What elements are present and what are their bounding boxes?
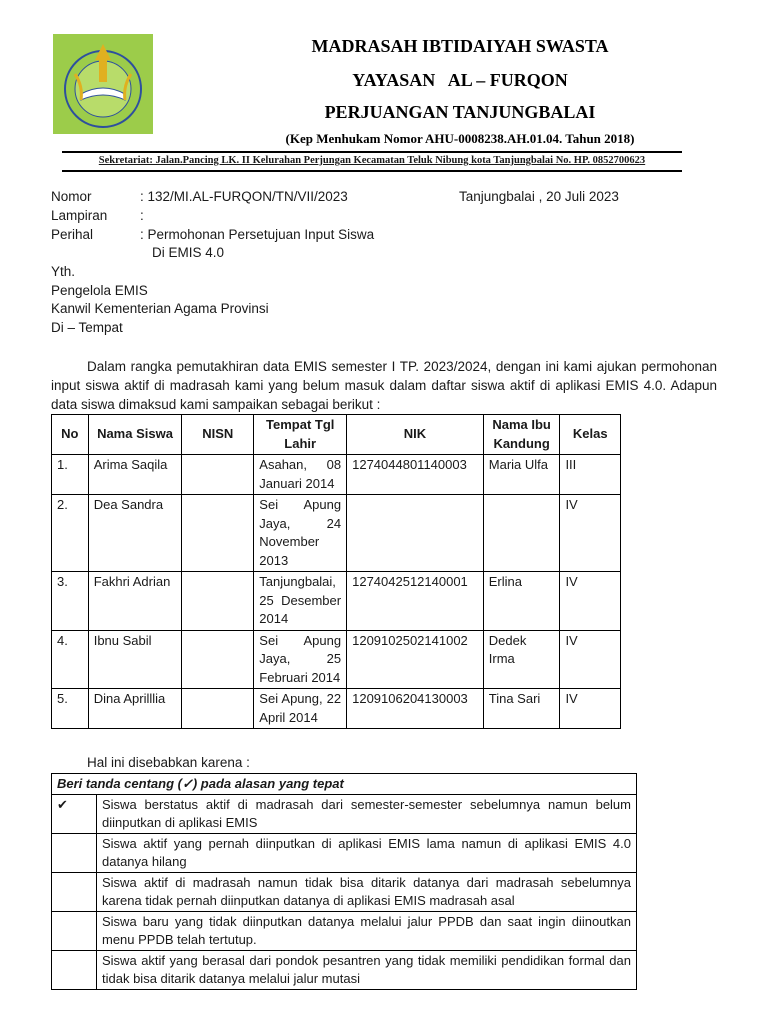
checkbox-cell[interactable] [52,912,97,951]
reason-row [52,873,637,912]
letterhead-divider-top [62,151,682,153]
student-table [51,414,621,729]
recipient-place: Di – Tempat [51,320,123,335]
cell-nik: 1209102502141002 [347,630,484,689]
column-header-nik: NIK [347,415,484,455]
cell-no: 5. [52,689,89,729]
cell-mother [483,495,560,572]
school-emblem-icon [53,34,153,134]
cell-class: IV [560,495,621,572]
cell-no: 4. [52,630,89,689]
cell-nisn [182,455,254,495]
reason-text: Siswa aktif yang pernah diinputkan di aplikasi EMIS lama namun di aplikasi EMIS 4.0 datanya hilang [97,834,637,873]
cell-nisn [182,495,254,572]
cell-nik: 1274044801140003 [347,455,484,495]
cell-no: 1. [52,455,89,495]
cell-nik [347,495,484,572]
table-row [52,572,621,631]
cell-mother: Maria Ulfa [483,455,560,495]
cell-mother: Erlina [483,572,560,631]
nomor-value: : 132/MI.AL-FURQON/TN/VII/2023 [140,189,348,204]
nomor-label: Nomor [51,189,92,204]
checkbox-cell[interactable]: ✔ [52,795,97,834]
cell-birth: Sei Apung, 22 April 2014 [254,689,347,729]
lampiran-value: : [140,208,144,223]
reason-instruction: Beri tanda centang (✓) pada alasan yang tepat [52,774,637,795]
cell-name: Arima Saqila [88,455,182,495]
letterhead-secretariat: Sekretariat: Jalan.Pancing LK. II Kelurahan Perjungan Kecamatan Teluk Nibung kota Tanjungbalai No. HP. 0852700623 [98,155,646,166]
cell-name: Ibnu Sabil [88,630,182,689]
student-table-header [52,415,621,455]
column-header-name: Nama Siswa [88,415,182,455]
letterhead-foundation: YAYASAN AL – FURQON [352,70,568,90]
reason-table-header [52,774,637,795]
cell-mother: Dedek Irma [483,630,560,689]
table-row [52,455,621,495]
checkbox-cell[interactable] [52,834,97,873]
cell-nik: 1209106204130003 [347,689,484,729]
cell-class: III [560,455,621,495]
letterhead-school-type: MADRASAH IBTIDAIYAH SWASTA [311,36,609,56]
cell-name: Dina Aprilllia [88,689,182,729]
cell-name: Fakhri Adrian [88,572,182,631]
column-header-nisn: NISN [182,415,254,455]
cell-class: IV [560,572,621,631]
cell-birth: Asahan, 08 Januari 2014 [254,455,347,495]
cell-nisn [182,689,254,729]
cell-nisn [182,630,254,689]
school-logo [53,34,153,134]
cell-mother: Tina Sari [483,689,560,729]
table-row [52,689,621,729]
column-header-mother: Nama Ibu Kandung [483,415,560,455]
cell-class: IV [560,689,621,729]
lampiran-label: Lampiran [51,208,108,223]
body-paragraph: Dalam rangka pemutakhiran data EMIS semester I TP. 2023/2024, dengan ini kami ajukan permohonan input siswa aktif di madrasah kami yang belum masuk dalam daftar siswa aktif di aplikasi EMIS 4.0. Adapun data siswa dimaksud kami sampaikan sebagai berikut : [51,359,717,412]
cell-birth: Tanjungbalai, 25 Desember 2014 [254,572,347,631]
cell-name: Dea Sandra [88,495,182,572]
perihal-value-line2: Di EMIS 4.0 [152,245,225,260]
perihal-value-line1: : Permohonan Persetujuan Input Siswa [140,227,375,242]
column-header-class: Kelas [560,415,621,455]
checkbox-cell[interactable] [52,873,97,912]
reason-row [52,951,637,990]
reason-table [51,773,637,990]
reason-row [52,795,637,834]
letter-date: Tanjungbalai , 20 Juli 2023 [459,189,619,204]
table-row [52,495,621,572]
table-row [52,630,621,689]
recipient-name: Pengelola EMIS [51,283,148,298]
column-header-birth: Tempat Tgl Lahir [254,415,347,455]
reason-text: Siswa berstatus aktif di madrasah dari semester-semester sebelumnya namun belum diinputkan di aplikasi EMIS [97,795,637,834]
column-header-no: No [52,415,89,455]
recipient-office: Kanwil Kementerian Agama Provinsi [51,301,269,316]
checkbox-cell[interactable] [52,951,97,990]
cell-nisn [182,572,254,631]
reason-text: Siswa aktif yang berasal dari pondok pesantren yang tidak memiliki pendidikan formal dan tidak bisa ditarik datanya melalui jalur mutasi [97,951,637,990]
recipient-salutation: Yth. [51,264,76,279]
reason-row [52,912,637,951]
reason-text: Siswa aktif di madrasah namun tidak bisa ditarik datanya dari madrasah sebelumnya karena tidak pernah diinputkan datanya di aplikasi EMIS madrasah asal [97,873,637,912]
cell-class: IV [560,630,621,689]
cell-no: 2. [52,495,89,572]
cell-birth: Sei Apung Jaya, 25 Februari 2014 [254,630,347,689]
letterhead-decree: (Kep Menhukam Nomor AHU-0008238.AH.01.04. Tahun 2018) [285,131,635,146]
letterhead-divider-bottom [62,170,682,172]
reason-text: Siswa baru yang tidak diinputkan datanya melalui jalur PPDB dan saat ingin diinoutkan menu PPDB telah tertutup. [97,912,637,951]
reason-row [52,834,637,873]
cell-birth: Sei Apung Jaya, 24 November 2013 [254,495,347,572]
cell-no: 3. [52,572,89,631]
letterhead-location: PERJUANGAN TANJUNGBALAI [324,102,596,122]
reason-intro: Hal ini disebabkan karena : [87,755,250,770]
perihal-label: Perihal [51,227,94,242]
cell-nik: 1274042512140001 [347,572,484,631]
